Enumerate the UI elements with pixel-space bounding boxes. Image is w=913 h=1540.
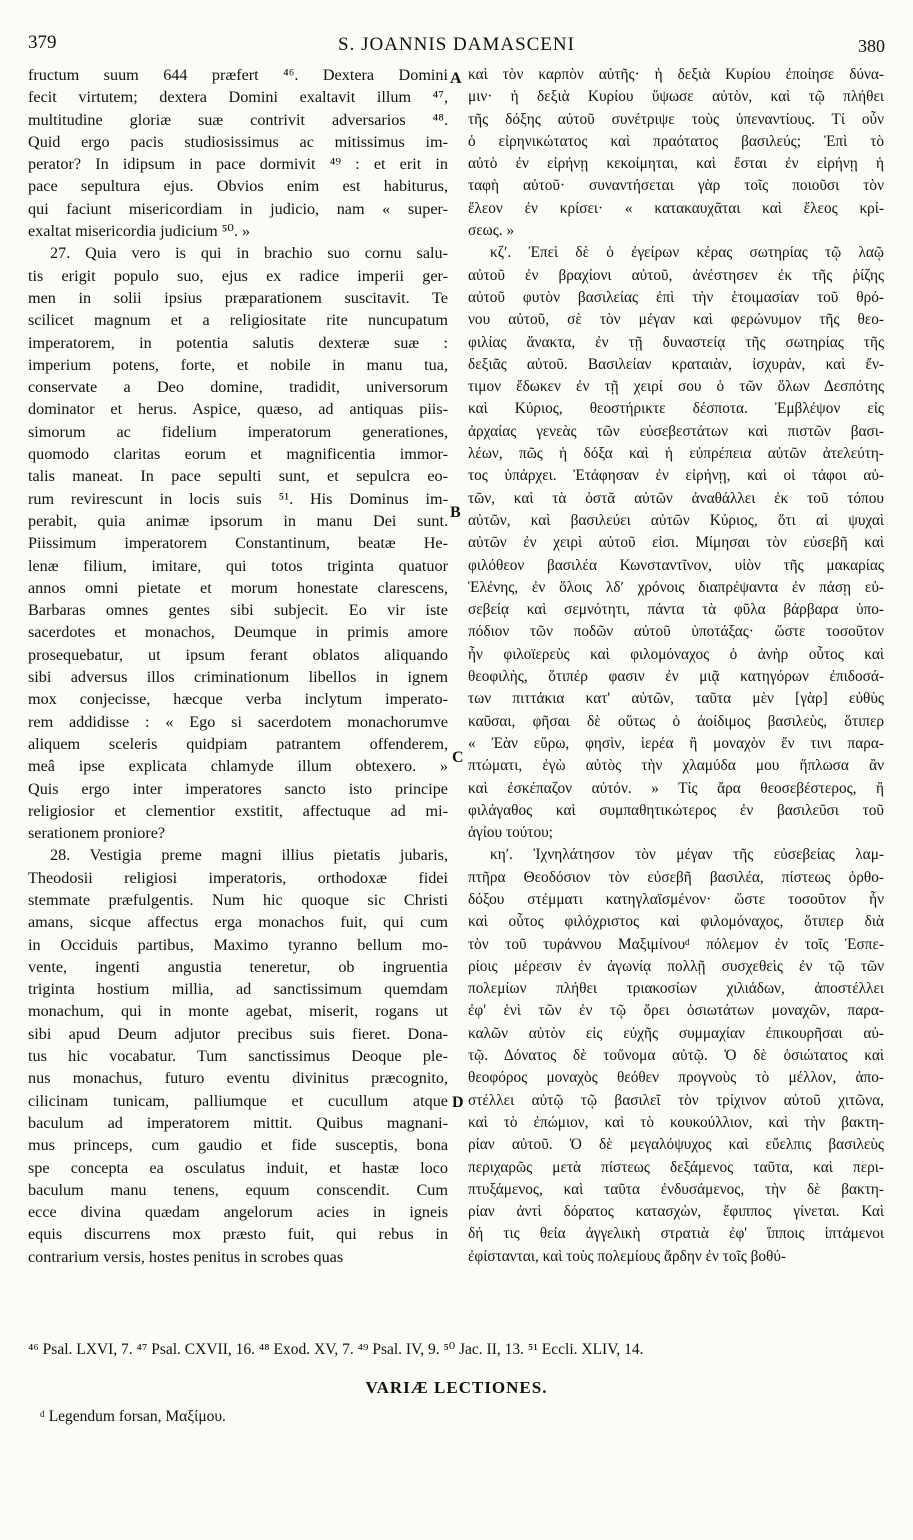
text-line: ρίαν ἀντὶ δόρατος κατασχὼν, ἔφιππος γίνεται. Καὶ — [468, 1203, 884, 1221]
page-number-left: 379 — [28, 32, 57, 53]
text-line: κζʹ. Ἐπεὶ δὲ ὁ ἐγείρων κέρας σωτηρίας τῷ λαῷ — [490, 244, 884, 262]
text-line: rem addidisse : « Ego si sacerdotem monachorumve — [28, 712, 448, 731]
text-line: conservate a Deo domine, tradidit, universorum — [28, 378, 448, 397]
text-line: καὶ οὗτος φιλόχριστος καὶ φιλομόναχος, ὅτιπερ διὰ — [468, 913, 884, 931]
text-line: πτώματι, ἐγὼ αὐτὸς τὴν χλαμύδα μου ἥπλωσα ἂν — [468, 757, 884, 775]
text-line: imperium potens, forte, et nobile in manu tua, — [28, 355, 448, 374]
text-line: prosequebatur, ut ipsum ferant oblatos aliquando — [28, 645, 448, 664]
text-line: τῶν, καὶ τὰ ὀστᾶ αὐτῶν ἀναθάλλει ἐκ τοῦ τόπου — [468, 489, 884, 507]
text-line: καλῶν αὐτὸν εἰς εὐχῆς συμμαχίαν ἐπικουρῆσαι αὐ- — [468, 1024, 884, 1042]
text-line: καῦσαι, φῆσαι δὲ οὕτως ὁ ἀοίδιμος βασιλεὺς, ὅτιπερ — [468, 712, 884, 730]
text-line: θεοφόρος μοναχὸς θεόθεν προγνοὺς τὸ μέλλον, ἀπο- — [468, 1069, 884, 1087]
text-line: Quid ergo pacis studiosissimus ac mitissimus im- — [28, 132, 448, 151]
text-line: καὶ τὸν καρπὸν αὐτῆς· ἡ δεξιὰ Κυρίου ἐποίησε δύνα- — [468, 66, 884, 83]
text-line: τὸν τοῦ τυράννου Μαξιμίνουᵈ πόλεμον ἐν τοῖς Ἑσπε- — [468, 935, 884, 953]
text-line: αὐτοῦ φυτὸν βασιλείας ἐπὶ τὴν ἑτοιμασίαν τοῦ θρό- — [468, 288, 884, 306]
text-line: σεως. » — [468, 222, 515, 240]
text-line: mox conjecisse, hæcque verba inclytum imperato- — [28, 690, 448, 709]
text-line: scilicet magnum et a religiositate rite nuncupatum — [28, 311, 448, 330]
text-line: αὐτῶν ἐν χειρὶ αὐτοῦ εἰσι. Μίμησαι τὸν εὐσεβῆ καὶ — [468, 534, 884, 552]
text-line: Quis ergo inter imperatores sancto isto principe — [28, 779, 448, 798]
text-line: spe concepta ea osculatus induit, et hastæ loco — [28, 1158, 448, 1177]
text-line: Theodosii religiosi imperatoris, orthodoxæ fidei — [28, 868, 448, 887]
text-line: equis discurrens mox præsto fuit, qui rebus in — [28, 1225, 448, 1244]
text-line: περιχαρῶς μετὰ πίστεως δεξάμενος ταῦτα, καὶ περι- — [468, 1158, 884, 1176]
variae-lectiones-title: VARIÆ LECTIONES. — [365, 1378, 548, 1397]
text-line: ταφὴ αὐτοῦ· συναντήσεται γὰρ τοῖς ποιοῦσι τὸν — [468, 177, 884, 195]
text-line: pace sepultura ejus. Obvios enim est habiturus, — [28, 177, 448, 196]
text-line: φιλάγαθος καὶ συμπαθητικώτερος ἐν βασιλεῦσι τοῦ — [468, 801, 884, 819]
text-line: annos omni pietate et morum honestate clarescens, — [28, 578, 448, 597]
column-marker-a: A — [450, 70, 462, 87]
text-line: meâ ipse explicata chlamyde illum obtexero. » — [28, 757, 448, 776]
text-line: ρίαν αὐτοῦ. Ὁ δὲ μεγαλόψυχος καὶ εὔελπις βασιλεὺς — [468, 1136, 884, 1154]
text-line: religiosior et clementior exstitit, affectuque ad mi- — [28, 801, 448, 820]
text-line: sibi apud Deum adjutor precibus suis fieret. Dona- — [28, 1024, 448, 1043]
text-line: exaltat misericordia judicium ⁵⁰. » — [28, 222, 251, 241]
text-line: φιλόθεον βασιλέα Κωνσταντῖνον, υἱὸν τῆς μακαρίας — [468, 556, 884, 574]
text-line: talis maneat. In pace sepulti sunt, et sepulcra eo- — [28, 467, 448, 486]
text-line: τος ὑπάρχει. Ἐτάφησαν ἐν εἰρήνῃ, καὶ οἱ τάφοι αὐ- — [468, 467, 884, 485]
text-line: baculum ad imperatorem mittit. Quibus magnani- — [28, 1113, 448, 1132]
text-line: ecce divina quædam angelorum acies in igneis — [28, 1203, 448, 1222]
text-line: τῆς δόξης αὐτοῦ συνέτριψε τοὺς ὑπεναντίους. Τί οὖν — [468, 110, 884, 128]
text-line: θεοφιλὴς, ὅτιπέρ φασιν ἐν μιᾷ κατηγόρων ἐπιδοσά- — [468, 668, 884, 686]
column-marker-d: D — [452, 1094, 464, 1111]
text-line: simorum ac fidelium imperatorum generationes, — [28, 422, 448, 441]
text-line: πτυξάμενος, καὶ ταῦτα ἐνδυσάμενος, τὴν δὲ βακτη- — [468, 1180, 884, 1198]
text-line: πολεμίων πλήθει τριακοσίων χιλιάδων, ἀποστέλλει — [468, 980, 884, 998]
text-line: serationem proniore? — [28, 824, 166, 843]
text-line: στέλλει αὐτῷ τῷ βασιλεῖ τὸν τρίχινον αὐτοῦ χιτῶνα, — [468, 1091, 884, 1109]
text-line: δεξιᾶς αὐτοῦ. Βασιλείαν κραταιὰν, ἰσχυρὰν, καὶ ἔν- — [468, 355, 884, 373]
text-line: λέων, πῶς ἡ δόξα καὶ ἡ εὐπρέπεια αὐτῶν ἀτελεύτη- — [468, 445, 884, 463]
text-line: ἔλεον ἐν κρίσει· « κατακαυχᾶται καὶ ἔλεος κρί- — [468, 199, 884, 217]
text-line: ἐφ' ἑνὶ τῶν ἐν τῷ ὄρει ὁσιωτάτων μοναχῶν, παρα- — [468, 1002, 884, 1020]
text-line: quomodo claritas eorum et magnificentia immor- — [28, 445, 448, 464]
text-line: fecit virtutem; dextera Domini exaltavit illum ⁴⁷, — [28, 88, 448, 107]
text-line: τῷ. Δόνατος δὲ τοὔνομα αὐτῷ. Ὁ δὲ ὁσιώτατος καὶ — [468, 1047, 884, 1065]
text-line: cilicinam tunicam, palliumque et cucullum atque — [28, 1091, 448, 1110]
text-line: amans, sicque affectus erga monachos fuit, qui cum — [28, 913, 448, 932]
text-line: αὐτὸ ἐν εἰρήνῃ κεκοίμηται, καὶ ἔσται ἐν εἰρήνῃ ἡ — [468, 155, 884, 173]
text-line: Ἑλένης, ἐν ὅλοις λδʹ χρόνοις διαπρέψαντα ἐν πάσῃ εὐ- — [468, 578, 884, 596]
greek-column — [468, 64, 884, 1268]
text-line: 27. Quia vero is qui in brachio suo cornu salu- — [50, 244, 448, 263]
text-line: perabit, quia animæ ipsorum in manu Dei sunt. — [28, 511, 448, 530]
running-head: S. JOANNIS DAMASCENI — [338, 34, 575, 55]
text-line: ἦν φιλοϊερεὺς καὶ φιλομόναχος ὁ ἀνὴρ οὗτος καὶ — [468, 645, 884, 663]
text-line: sibi adversus illos criminationum libellos in ignem — [28, 668, 448, 687]
text-line: lenæ filium, imitare, qui totos triginta quatuor — [28, 556, 448, 575]
text-line: φιλίας ἄνακτα, ἐν τῇ δυναστείᾳ τῆς σωτηρίας τῆς — [468, 333, 884, 351]
text-line: ὁ εἰρηνικώτατος καὶ πραότατος βασιλεύς; Ἐπὶ τὸ — [468, 132, 884, 150]
text-line: δόξου στέμματι κατηγλαϊσμένον· ὥστε τοσοῦτον ἦν — [468, 890, 884, 908]
text-line: contrarium versis, hostes penitus in scrobes quas — [28, 1247, 344, 1266]
text-line: tis erigit populo suo, ejus ex radice imperii ger- — [28, 266, 448, 285]
text-line: sacerdotes et monachos, Deumque in primis amore — [28, 623, 448, 642]
text-line: mus princeps, cum gaudio et fide susceptis, bona — [28, 1136, 448, 1155]
text-line: nus monachus, futuro eventu divinitus præcognito, — [28, 1069, 448, 1088]
text-line: καὶ τὸ ἐπώμιον, καὶ τὸ κουκούλλιον, καὶ τὴν βακτη- — [468, 1113, 884, 1131]
text-line: imperatorem, in potentia salutis dexteræ suæ : — [28, 333, 448, 352]
variae-lectiones-note: ᵈ Legendum forsan, Μαξίμου. — [40, 1408, 226, 1425]
text-line: ἀρχαίας γενεὰς τῶν εὐσεβεστάτων καὶ πιστῶν βασι- — [468, 422, 884, 440]
text-line: aliquem sceleris quidpiam patrantem offenderem, — [28, 734, 448, 753]
text-line: stemmate præfulgentis. Num hic quoque sic Christi — [28, 890, 448, 909]
text-line: καὶ ἐσκέπαζον αὐτόν. » Τίς ἄρα θεοσεβέστερος, ἢ — [468, 779, 884, 797]
text-line: ἐφίστανται, καὶ τοὺς πολεμίους ἄρδην ἐν τοῖς βοθύ- — [468, 1247, 787, 1265]
text-line: πόδιον τῶν ποδῶν αὐτοῦ ὑποτάξας· ὥστε τοσοῦτον — [468, 623, 884, 641]
text-line: των πιττάκια κατ' αὐτῶν, ταῦτα μὲν [γὰρ] εὐθὺς — [468, 690, 884, 708]
text-line: κηʹ. Ἰχνηλάτησον τὸν μέγαν τῆς εὐσεβείας λαμ- — [490, 846, 884, 864]
text-line: ἁγίου τούτου; — [468, 824, 553, 842]
latin-column — [28, 64, 448, 1268]
text-line: αὐτῶν, καὶ βασιλεύει αὐτῶν Κύριος, ὅτι αἱ ψυχαὶ — [468, 511, 884, 529]
text-line: perator? In idipsum in pace dormivit ⁴⁹ : et erit in — [28, 155, 448, 174]
text-line: monachum, qui in monte agebat, miserit, rogans ut — [28, 1002, 448, 1021]
text-line: baculum manu tenens, equum conscendit. Cum — [28, 1180, 448, 1199]
text-line: πτῆρα Θεοδόσιον τὸν εὐσεβῆ βασιλέα, πίστεως ὀρθο- — [468, 868, 884, 886]
column-marker-c: C — [452, 749, 464, 766]
text-line: dominator et herus. Aspice, quæso, ad antiquas piis- — [28, 400, 448, 419]
text-line: τιμον ἔδωκεν ἐν τῇ χειρί σου ὁ τῶν ὅλων Δεσπότης — [468, 378, 884, 396]
text-line: μιν· ἡ δεξιὰ Κυρίου ὕψωσε αὐτὸν, καὶ τῷ πλήθει — [468, 88, 884, 106]
text-line: fructum suum 644 præfert ⁴⁶. Dextera Domini — [28, 66, 448, 84]
page-number-right: 380 — [858, 36, 885, 56]
text-line: σεβείᾳ καὶ σεμνότητι, πάντα τὰ φῦλα βάρβαρα ὑπο- — [468, 601, 884, 619]
text-line: αὐτοῦ ἐν βραχίονι αὐτοῦ, ἀνέστησεν ἐκ τῆς ῥίζης — [468, 266, 884, 284]
text-line: triginta hostium millia, ad sanctissimum quemdam — [28, 980, 448, 999]
text-line: « Ἐὰν εὕρω, φησὶν, ἱερέα ἢ μοναχὸν ἔν τινι παρα- — [468, 734, 884, 752]
text-line: tus hic vocabatur. Tum sanctissimus Deoque ple- — [28, 1047, 448, 1066]
text-line: men in solii ipsius præparationem suscitavit. Te — [28, 288, 448, 307]
text-line: 28. Vestigia preme magni illius pietatis jubaris, — [50, 846, 448, 865]
text-line: νου αὐτοῦ, σὲ τὸν μέγαν καὶ φερώνυμον τῆς θεο- — [468, 311, 884, 329]
text-line: ρίοις μέρεσιν ἐν ἀγωνίᾳ πολλῇ συσχεθεὶς ἐν τῷ τῶν — [468, 957, 884, 975]
footnotes: ⁴⁶ Psal. LXVI, 7. ⁴⁷ Psal. CXVII, 16. ⁴⁸ Exod. XV, 7. ⁴⁹ Psal. IV, 9. ⁵⁰ Jac. II, 13. ⁵¹ Eccli. XLIV, 14. — [28, 1341, 644, 1358]
text-line: vente, ingenti angustia teneretur, ob ingruentia — [28, 957, 448, 976]
text-line: δή τις θεία ἀγγελικὴ στρατιὰ ἐφ' ἵπποις ἱπτάμενοι — [468, 1225, 884, 1243]
text-line: multitudine gloriæ suæ contrivit adversarios ⁴⁸. — [28, 110, 448, 129]
text-line: rum revirescunt in locis suis ⁵¹. His Dominus im- — [28, 489, 448, 508]
text-line: qui faciunt misericordiam in judicio, nam « super- — [28, 199, 448, 218]
text-line: Barbaras omnes gentes sibi subjecit. Eo vir iste — [28, 601, 448, 620]
text-line: καὶ Κύριος, θεοστήρικτε δέσποτα. Ἐμβλέψον εἰς — [468, 400, 884, 418]
text-line: in Occiduis partibus, Maximo tyranno bellum mo- — [28, 935, 448, 954]
page-header — [0, 32, 913, 62]
column-marker-b: B — [450, 504, 461, 521]
text-line: Piissimum imperatorem Constantinum, beatæ He- — [28, 534, 448, 553]
